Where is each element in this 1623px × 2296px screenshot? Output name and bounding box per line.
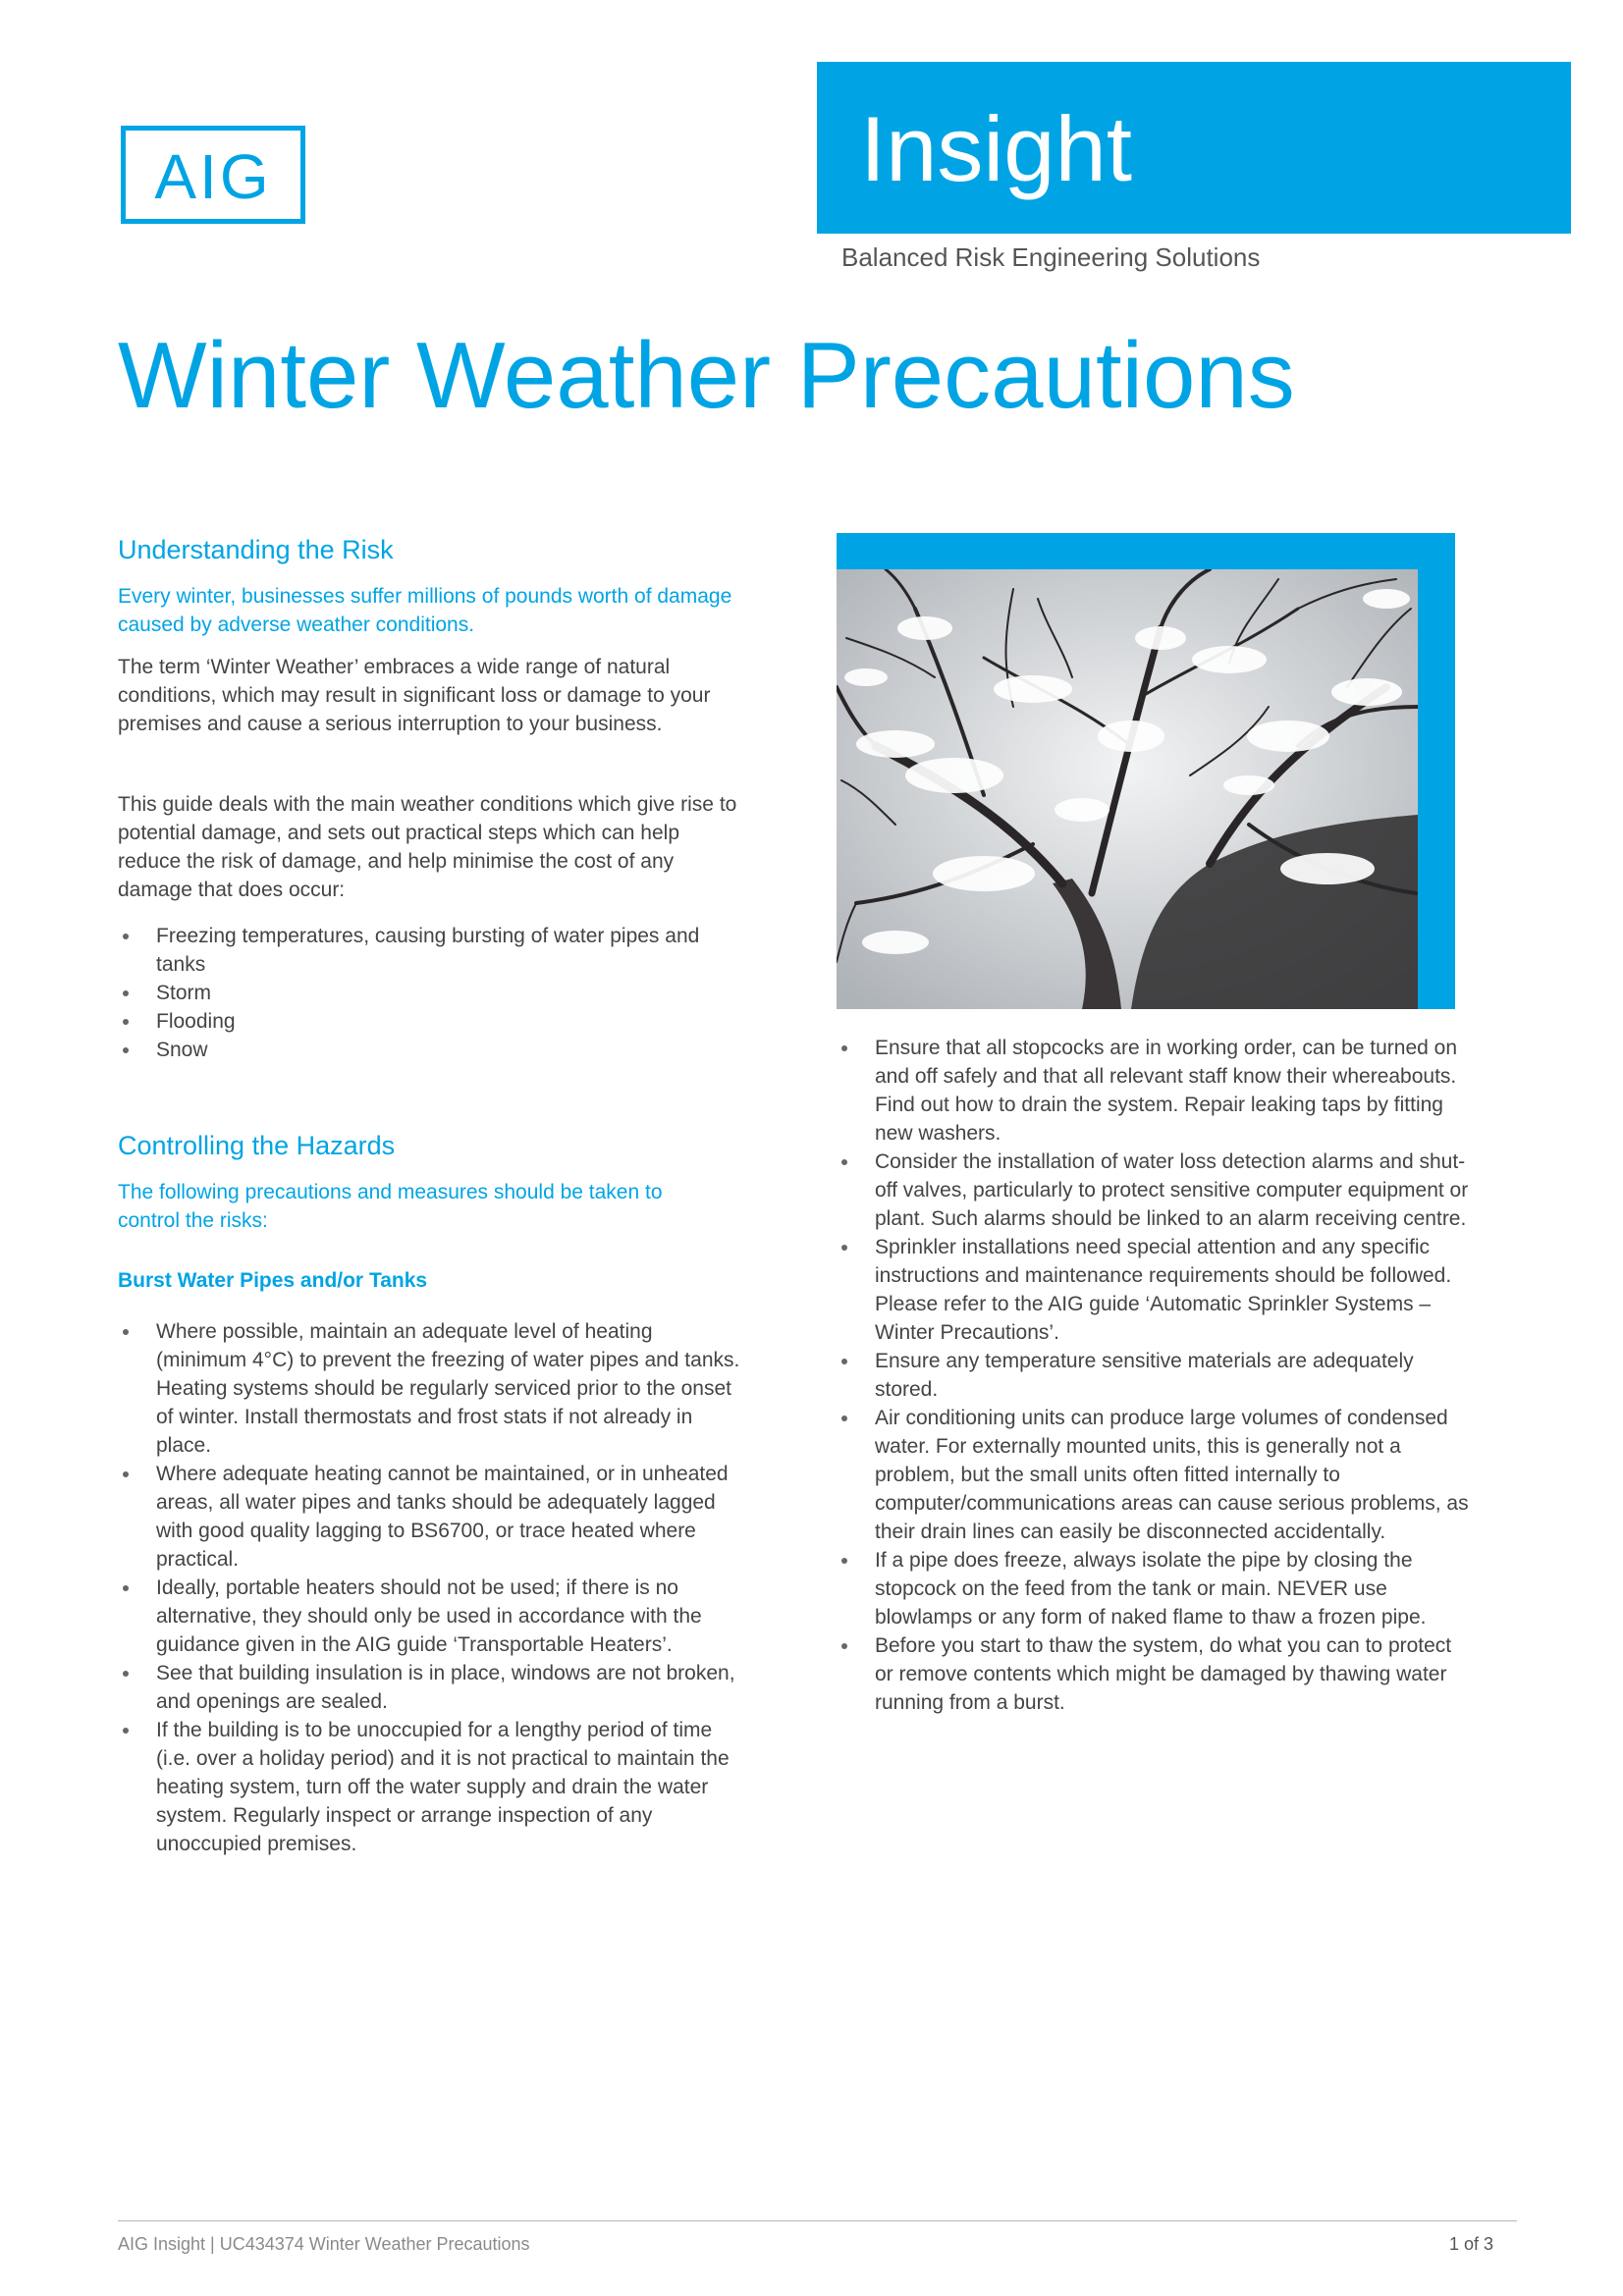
- list-item: Storm: [118, 979, 731, 1007]
- list-item: Consider the installation of water loss detection alarms and shut-off valves, particularly to protect sensitive computer equipment or plant. Such alarms should be linked to an alarm receiving centre.: [837, 1148, 1470, 1233]
- risk-paragraph-1: The term ‘Winter Weather’ embraces a wide range of natural conditions, which may result in significant loss or damage to your premises and cause a serious interruption to your business.: [118, 656, 711, 735]
- section-heading-controlling-hazards: Controlling the Hazards: [118, 1131, 396, 1160]
- list-item: Before you start to thaw the system, do what you can to protect or remove contents which might be damaged by thawing water running from a burst.: [837, 1631, 1470, 1717]
- banner-title: Insight: [860, 97, 1132, 200]
- list-item: Ensure any temperature sensitive materials are adequately stored.: [837, 1347, 1470, 1404]
- page-title: Winter Weather Precautions: [118, 323, 1295, 428]
- risk-conditions-list: [118, 922, 731, 1064]
- list-item: Where adequate heating cannot be maintained, or in unheated areas, all water pipes and tanks should be adequately lagged with good quality lagging to BS6700, or trace heated where practical.: [118, 1460, 746, 1574]
- list-item: Ensure that all stopcocks are in working order, can be turned on and off safely and that all relevant staff know their whereabouts. Find out how to drain the system. Repair leaking taps by fitting new washers.: [837, 1034, 1470, 1148]
- risk-paragraph-2: This guide deals with the main weather conditions which give rise to potential damage, and sets out practical steps which can help reduce the risk of damage, and help minimise the cost of any damage that does occur:: [118, 793, 737, 901]
- list-item: Freezing temperatures, causing bursting of water pipes and tanks: [118, 922, 731, 979]
- subheading-burst-pipes: Burst Water Pipes and/or Tanks: [118, 1269, 428, 1292]
- list-item: If the building is to be unoccupied for a lengthy period of time (i.e. over a holiday period) and it is not practical to maintain the heating system, turn off the water supply and drain the water system. Regularly inspect or arrange inspection of any unoccupied premises.: [118, 1716, 746, 1858]
- burst-pipes-list-right: [837, 1034, 1470, 1717]
- logo-text: AIG: [154, 141, 272, 212]
- list-item: If a pipe does freeze, always isolate the pipe by closing the stopcock on the feed from the tank or main. NEVER use blowlamps or any form of naked flame to thaw a frozen pipe.: [837, 1546, 1470, 1631]
- list-item: Snow: [118, 1036, 731, 1064]
- footer-divider: [118, 2220, 1517, 2221]
- risk-lead-paragraph: Every winter, businesses suffer millions of pounds worth of damage caused by adverse weather conditions.: [118, 585, 732, 636]
- page-number: 1 of 3: [1449, 2234, 1494, 2254]
- list-item: Air conditioning units can produce large volumes of condensed water. For externally mounted units, this is generally not a problem, but the small units often fitted internally to computer/communications areas can cause serious problems, as their drain lines can easily be disconnected accidentally.: [837, 1404, 1470, 1546]
- banner-subtitle: Balanced Risk Engineering Solutions: [841, 242, 1261, 272]
- list-item: Where possible, maintain an adequate level of heating (minimum 4°C) to prevent the freezing of water pipes and tanks. Heating systems should be regularly serviced prior to the onset of winter. Install thermostats and frost stats if not already in place.: [118, 1317, 746, 1460]
- snow-tree-illustration: [837, 569, 1418, 1009]
- burst-pipes-list-left: [118, 1317, 746, 1858]
- list-item: Ideally, portable heaters should not be used; if there is no alternative, they should only be used in accordance with the guidance given in the AIG guide ‘Transportable Heaters’.: [118, 1574, 746, 1659]
- footer-document-ref: AIG Insight | UC434374 Winter Weather Precautions: [118, 2234, 530, 2254]
- snowy-branches-photo: [837, 569, 1418, 1009]
- aig-logo: [121, 126, 305, 224]
- section-heading-understanding-risk: Understanding the Risk: [118, 535, 394, 564]
- hazards-lead-paragraph: The following precautions and measures should be taken to control the risks:: [118, 1181, 663, 1232]
- list-item: See that building insulation is in place, windows are not broken, and openings are sealed.: [118, 1659, 746, 1716]
- list-item: Flooding: [118, 1007, 731, 1036]
- list-item: Sprinkler installations need special attention and any specific instructions and maintenance requirements should be followed. Please refer to the AIG guide ‘Automatic Sprinkler Systems – Winter Precautions’.: [837, 1233, 1470, 1347]
